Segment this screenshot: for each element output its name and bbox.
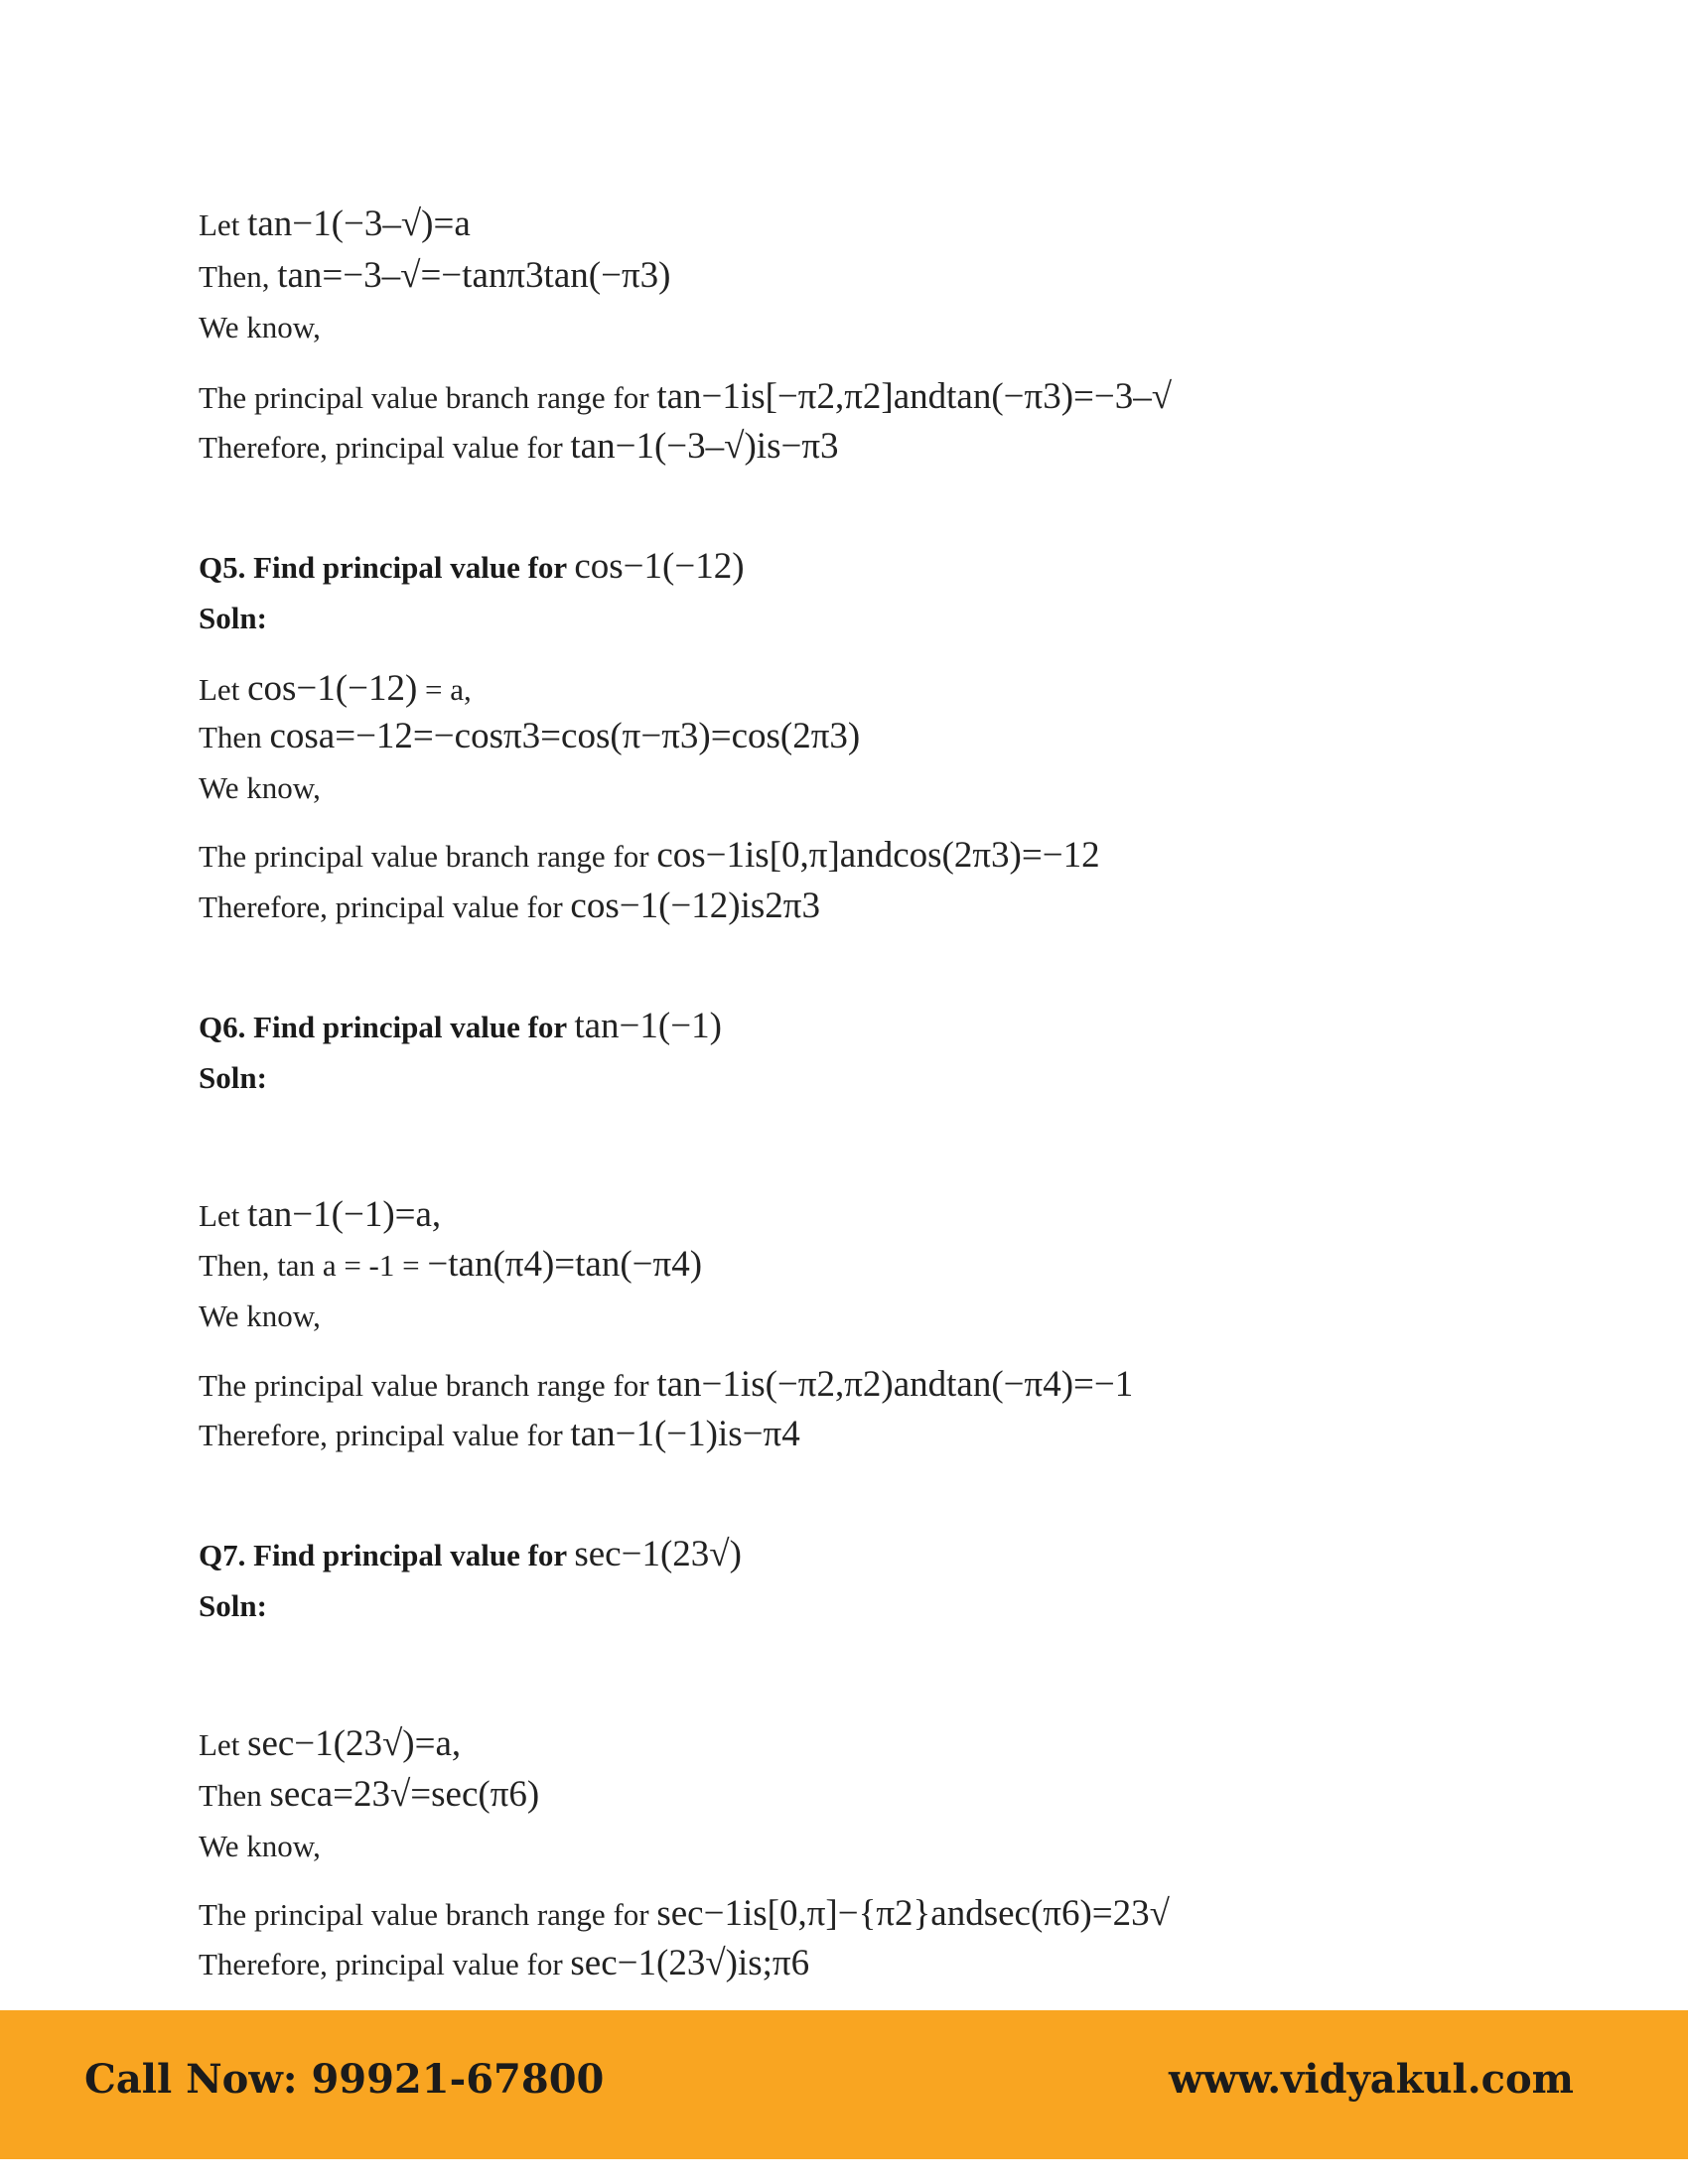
q5-soln-label: Soln: bbox=[199, 601, 267, 635]
website-link[interactable]: www.vidyakul.com bbox=[1168, 2056, 1574, 2103]
call-now-text: Call Now: 99921-67800 bbox=[84, 2056, 605, 2103]
l16: Then, tan a = -1 = −tan(π4)=tan(−π4) bbox=[199, 1244, 703, 1285]
l01: Let tan−1(−3–√)=a bbox=[199, 204, 471, 244]
footer-banner bbox=[0, 2010, 1688, 2159]
q6-soln-label: Soln: bbox=[199, 1060, 267, 1095]
l12: Therefore, principal value for cos−1(−12)is2π3 bbox=[199, 886, 820, 926]
l15: Let tan−1(−1)=a, bbox=[199, 1194, 442, 1235]
l24: We know, bbox=[199, 1829, 321, 1863]
q7-soln-label: Soln: bbox=[199, 1588, 267, 1623]
q6-heading: Q6. Find principal value for tan−1(−1) bbox=[199, 1006, 722, 1046]
l22: Let sec−1(23√)=a, bbox=[199, 1723, 462, 1764]
l25: The principal value branch range for sec−1is[0,π]−{π2}andsec(π6)=23√ bbox=[199, 1893, 1170, 1934]
l18: The principal value branch range for tan−1is(−π2,π2)andtan(−π4)=−1 bbox=[199, 1364, 1134, 1405]
l10: We know, bbox=[199, 770, 321, 805]
l09: Then cosa=−12=−cosπ3=cos(π−π3)=cos(2π3) bbox=[199, 716, 861, 756]
l08: Let cos−1(−12) = a, bbox=[199, 668, 472, 709]
l03: We know, bbox=[199, 310, 321, 344]
q5-heading: Q5. Find principal value for cos−1(−12) bbox=[199, 546, 745, 587]
l05: Therefore, principal value for tan−1(−3–√)is−π3 bbox=[199, 426, 839, 467]
q7-heading: Q7. Find principal value for sec−1(23√) bbox=[199, 1534, 742, 1574]
l19: Therefore, principal value for tan−1(−1)is−π4 bbox=[199, 1414, 800, 1454]
l11: The principal value branch range for cos−1is[0,π]andcos(2π3)=−12 bbox=[199, 835, 1100, 876]
l26: Therefore, principal value for sec−1(23√)is;π6 bbox=[199, 1943, 810, 1983]
l02: Then, tan=−3–√=−tanπ3tan(−π3) bbox=[199, 255, 671, 296]
l23: Then seca=23√=sec(π6) bbox=[199, 1774, 540, 1815]
l04: The principal value branch range for tan−1is[−π2,π2]andtan(−π3)=−3–√ bbox=[199, 376, 1173, 417]
l17: We know, bbox=[199, 1298, 321, 1333]
